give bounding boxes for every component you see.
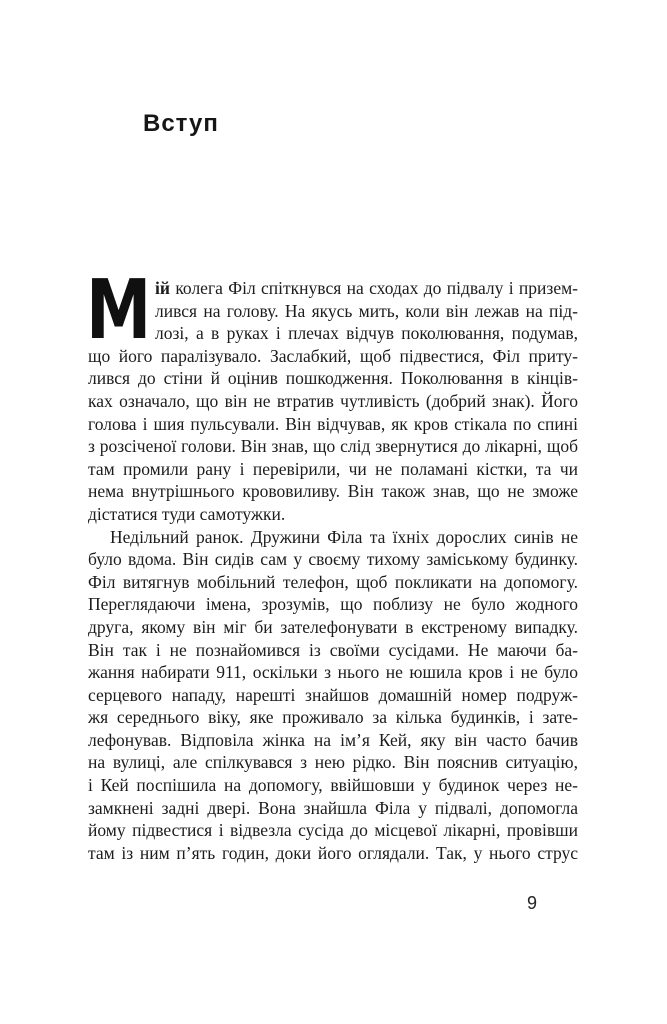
text-line: Він так і не познайомився із своїми сусідами. Не маючи ба-	[88, 639, 578, 660]
lead-in-bold: ій	[155, 278, 170, 298]
text-line	[155, 277, 578, 300]
text-line: Переглядаючи імена, зрозумів, що поблизу не було жодного	[88, 594, 578, 615]
text-line: жання набирати 911, оскільки з нього не юшила кров і не було	[88, 662, 578, 683]
text-line: жя середнього віку, яке проживало за кілька будинків, і зате-	[88, 707, 578, 728]
text-line: там промили рану і перевірили, чи не поламані кістки, та чи	[88, 458, 578, 479]
text-line: з розсіченої голови. Він знав, що слід звернутися до лікарні, щоб	[88, 436, 578, 457]
text-line: друга, якому він міг би зателефонувати в екстреному випадку.	[88, 616, 578, 637]
text-line: голова і шия пульсували. Він відчував, як кров стікала по спині	[88, 413, 578, 434]
chapter-title: Вступ	[143, 110, 219, 137]
text-line: лився до стіни й оцінив пошкодження. Поколювання в кінців-	[88, 368, 578, 389]
drop-cap: М	[86, 263, 152, 358]
text-line: лився на голову. На якусь мить, коли він лежав на під-	[155, 300, 578, 321]
text-line: і Кей поспішила на допомогу, ввійшовши у будинок через не-	[88, 775, 578, 796]
text-line: було вдома. Він сидів сам у своєму тихому заміському будинку.	[88, 549, 578, 570]
text-line: що його паралізувало. Заслабкий, щоб підвестися, Філ приту-	[88, 345, 578, 366]
page-number: 9	[526, 893, 537, 913]
body-text	[86, 263, 578, 864]
text-line: нема внутрішнього крововиливу. Він також знав, що не зможе	[88, 481, 578, 502]
text-line: йому підвестися і відвезла сусіда до місцевої лікарні, провівши	[88, 820, 578, 841]
text-line: Філ витягнув мобільний телефон, щоб покликати на допомогу.	[88, 571, 578, 592]
text-line: замкнені задні двері. Вона знайшла Філа у підвалі, допомогла	[88, 797, 578, 818]
text-line: серцевого нападу, нарешті знайшов домашній номер подруж-	[88, 684, 578, 705]
text-line: ках означало, що він не втратив чутливість (добрий знак). Його	[88, 390, 578, 411]
text-line: Недільний ранок. Дружини Філа та їхніх дорослих синів не	[110, 526, 578, 547]
text-line: лефонував. Відповіла жінка на ім’я Кей, яку він часто бачив	[88, 729, 578, 750]
text-line: дістатися туди самотужки.	[88, 503, 286, 524]
text-line: лозі, а в руках і плечах відчув поколювання, подумав,	[155, 323, 578, 344]
text-line: на вулиці, але спілкувався з нею рідко. Він пояснив ситуацію,	[88, 752, 578, 773]
text-line: там із ним п’ять годин, доки його оглядали. Так, у нього струс	[88, 842, 578, 863]
line-text: колега Філ спіткнувся на сходах до підвалу і призем-	[169, 278, 578, 298]
